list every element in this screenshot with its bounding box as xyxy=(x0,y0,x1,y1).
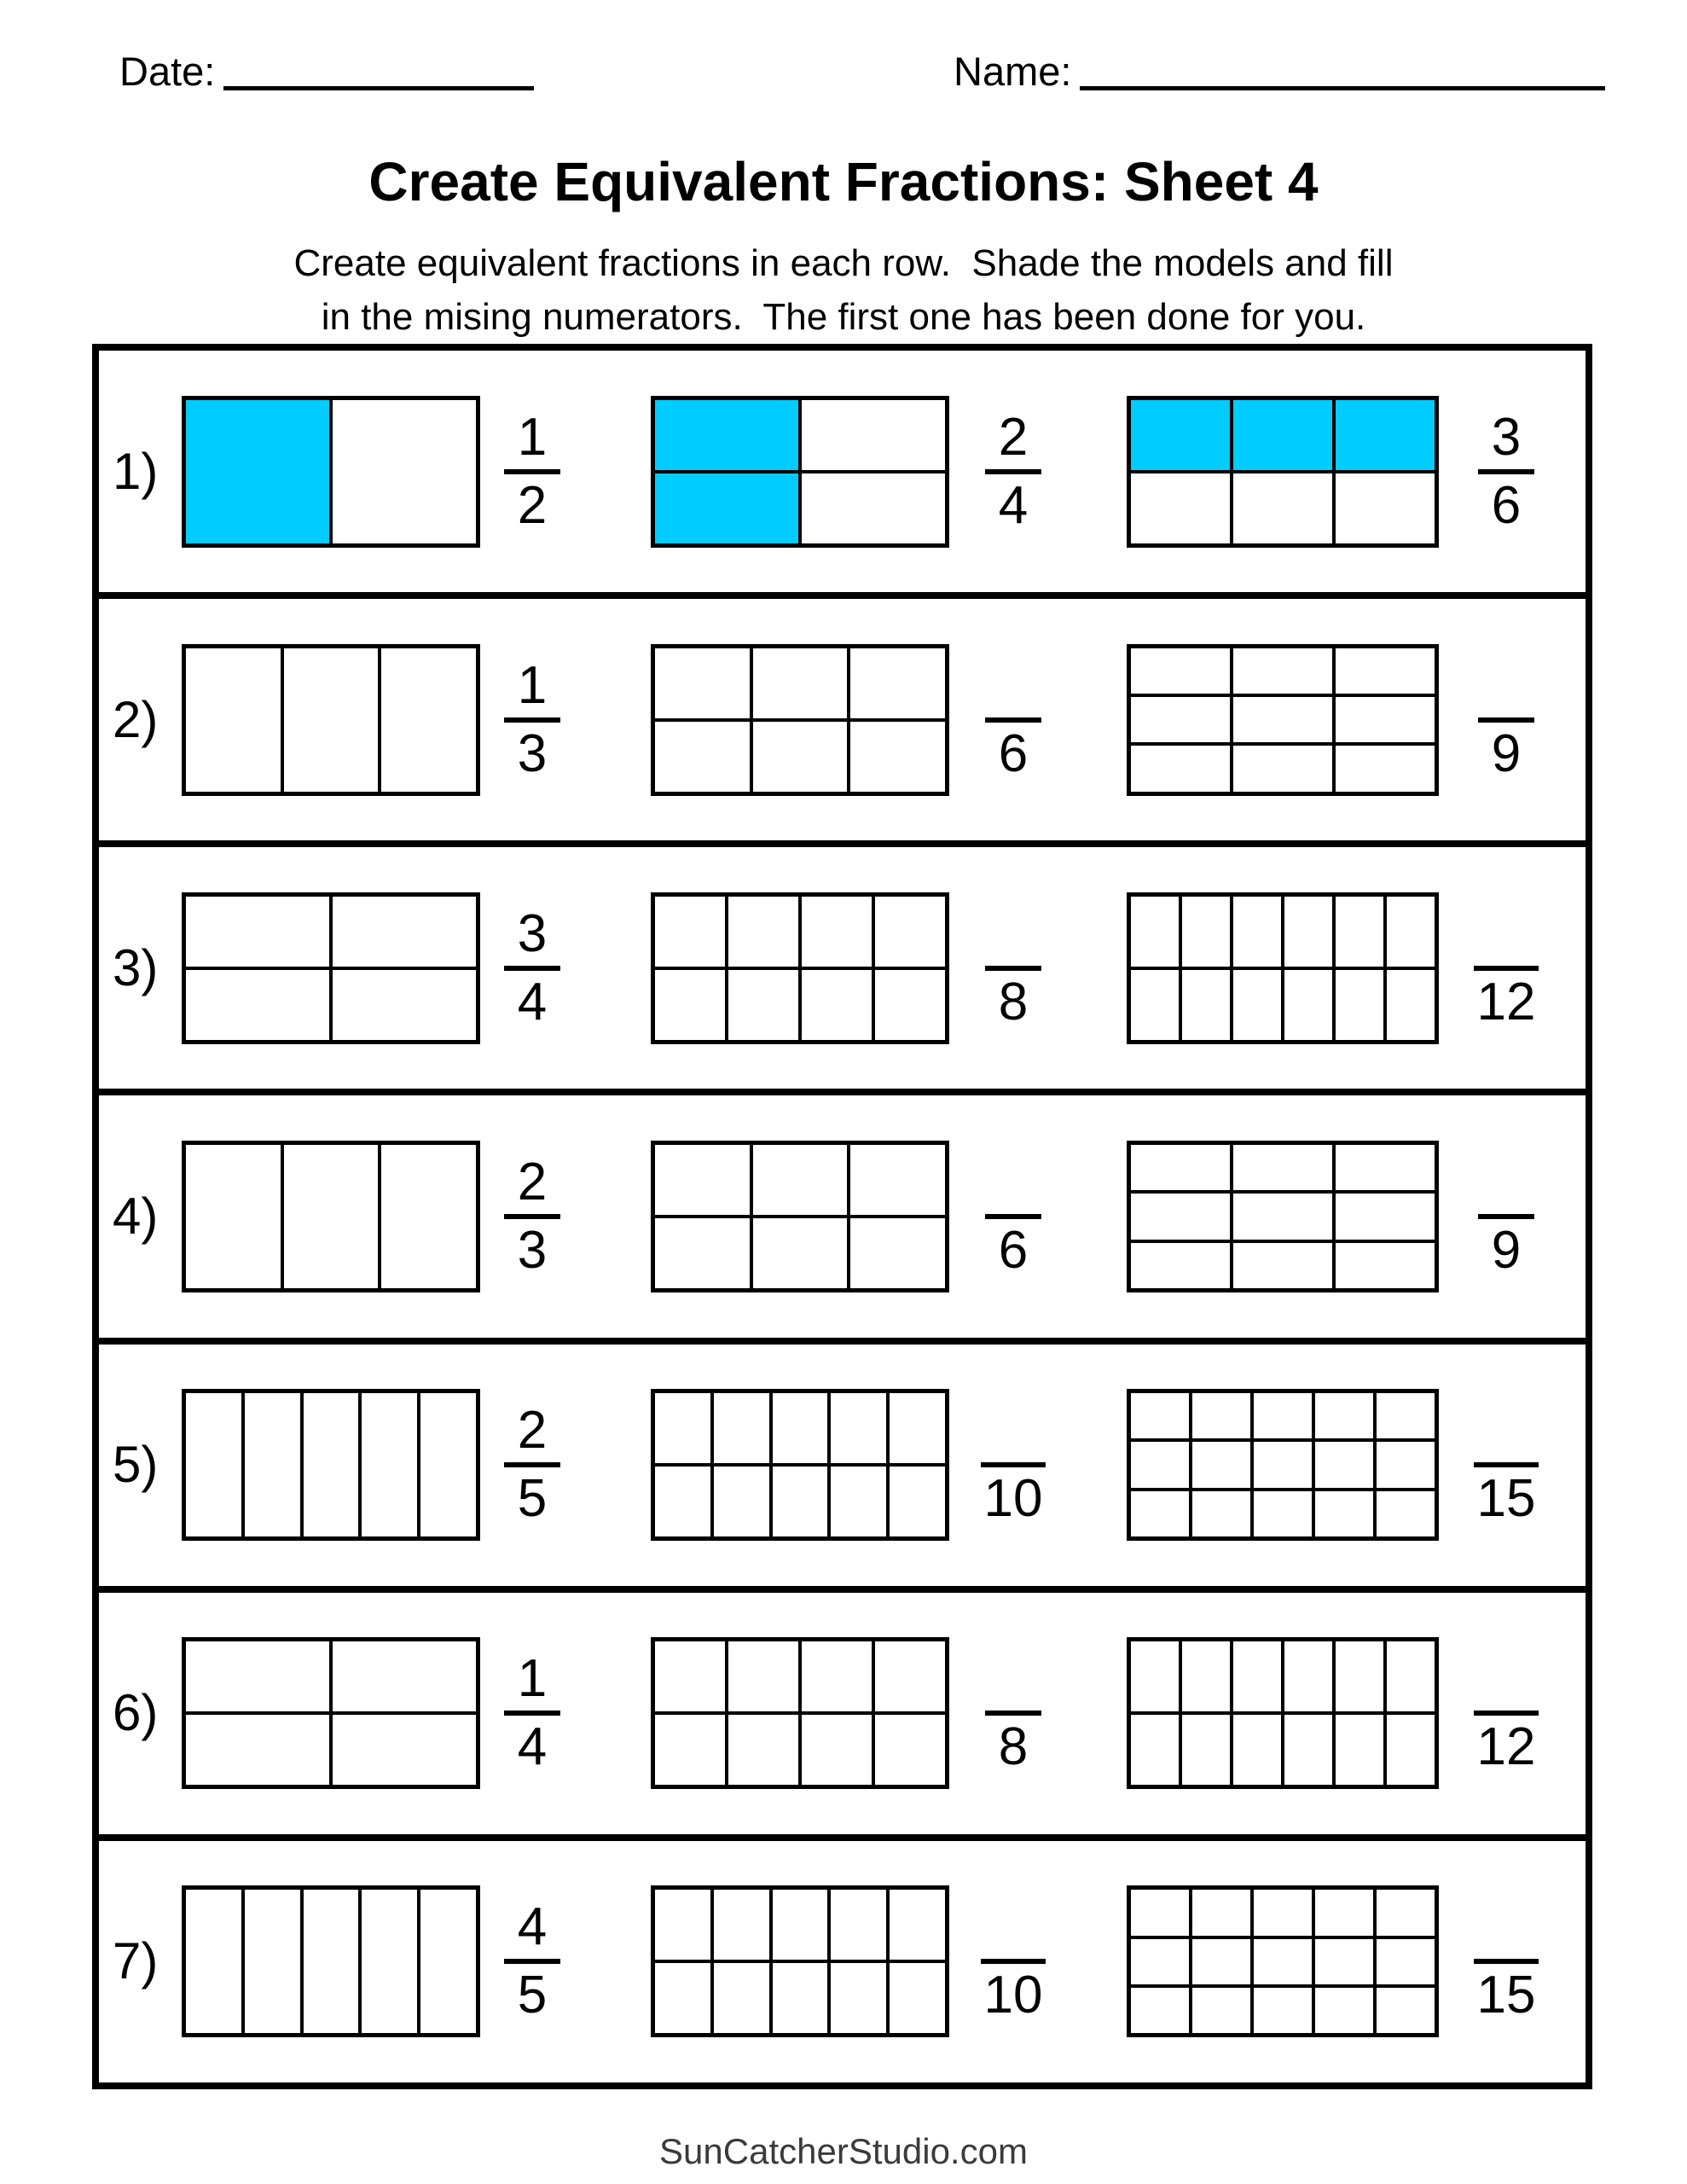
fraction-denominator: 12 xyxy=(1476,1717,1536,1777)
unshaded-cell[interactable] xyxy=(1377,1442,1435,1487)
unshaded-cell[interactable] xyxy=(381,648,476,792)
unshaded-cell[interactable] xyxy=(1131,970,1179,1040)
unshaded-cell[interactable] xyxy=(1131,1145,1230,1190)
unshaded-cell[interactable] xyxy=(1387,1715,1435,1785)
fraction-model-grid[interactable] xyxy=(651,644,949,796)
unshaded-cell[interactable] xyxy=(1131,1243,1230,1288)
unshaded-cell[interactable] xyxy=(753,722,848,792)
unshaded-cell[interactable] xyxy=(655,648,750,718)
unshaded-cell[interactable] xyxy=(1233,1194,1332,1239)
name-label: Name: xyxy=(954,49,1072,94)
fraction-model-grid[interactable] xyxy=(182,1885,480,2037)
unshaded-cell[interactable] xyxy=(728,1641,798,1711)
unshaded-cell[interactable] xyxy=(1254,1442,1312,1487)
unshaded-cell[interactable] xyxy=(304,1393,359,1536)
unshaded-cell[interactable] xyxy=(1315,1939,1373,1984)
unshaded-cell[interactable] xyxy=(1254,1939,1312,1984)
unshaded-cell[interactable] xyxy=(1336,970,1383,1040)
unshaded-cell[interactable] xyxy=(1315,1442,1373,1487)
name-field xyxy=(954,49,1605,94)
fraction-bar xyxy=(985,717,1041,723)
unshaded-cell[interactable] xyxy=(773,1890,828,1960)
footer-credit: SunCatcherStudio.com xyxy=(659,2131,1028,2171)
unshaded-cell[interactable] xyxy=(1182,1641,1230,1711)
shaded-cell[interactable] xyxy=(655,473,798,543)
problem-number: 6) xyxy=(113,1684,159,1742)
fraction-denominator: 3 xyxy=(517,1220,548,1280)
fraction-numerator: 1 xyxy=(517,407,548,467)
shaded-cell[interactable] xyxy=(1336,400,1435,470)
unshaded-cell[interactable] xyxy=(655,1393,710,1463)
name-blank-line[interactable] xyxy=(1080,86,1605,90)
unshaded-cell[interactable] xyxy=(304,1890,359,2033)
unshaded-cell[interactable] xyxy=(1131,897,1179,967)
unshaded-cell[interactable] xyxy=(1192,1988,1250,2033)
fraction-numerator-blank[interactable] xyxy=(994,909,1032,959)
unshaded-cell[interactable] xyxy=(1254,1491,1312,1536)
fraction-model-grid[interactable] xyxy=(651,1637,949,1789)
unshaded-cell[interactable] xyxy=(1131,1194,1230,1239)
unshaded-cell[interactable] xyxy=(186,1393,241,1536)
fraction xyxy=(504,407,560,535)
unshaded-cell[interactable] xyxy=(1233,1641,1281,1711)
unshaded-cell[interactable] xyxy=(1131,1890,1189,1935)
unshaded-cell[interactable] xyxy=(753,1218,848,1288)
unshaded-cell[interactable] xyxy=(655,1715,725,1785)
fraction-bar xyxy=(1474,1711,1539,1716)
unshaded-cell[interactable] xyxy=(728,1715,798,1785)
fraction xyxy=(985,1654,1041,1777)
shaded-cell[interactable] xyxy=(1131,400,1230,470)
unshaded-cell[interactable] xyxy=(1182,970,1230,1040)
fraction xyxy=(1474,1654,1539,1777)
unshaded-cell[interactable] xyxy=(1387,897,1435,967)
unshaded-cell[interactable] xyxy=(1233,897,1281,967)
fraction-numerator: 2 xyxy=(998,407,1029,467)
unshaded-cell[interactable] xyxy=(714,1393,769,1463)
unshaded-cell[interactable] xyxy=(875,1641,945,1711)
unshaded-cell[interactable] xyxy=(655,1145,750,1215)
unshaded-cell[interactable] xyxy=(1387,1641,1435,1711)
unshaded-cell[interactable] xyxy=(186,648,281,792)
unshaded-cell[interactable] xyxy=(655,970,725,1040)
unshaded-cell[interactable] xyxy=(1192,1442,1250,1487)
fraction-model-grid[interactable] xyxy=(1127,1637,1439,1789)
problem-row xyxy=(99,1095,1586,1344)
unshaded-cell[interactable] xyxy=(1233,473,1332,543)
unshaded-cell[interactable] xyxy=(655,1467,710,1536)
unshaded-cell[interactable] xyxy=(245,1890,300,2033)
unshaded-cell[interactable] xyxy=(1131,648,1230,694)
unshaded-cell[interactable] xyxy=(1377,1890,1435,1935)
unshaded-cell[interactable] xyxy=(420,1393,476,1536)
fraction-denominator: 4 xyxy=(998,475,1029,535)
unshaded-cell[interactable] xyxy=(1131,1393,1189,1438)
fraction xyxy=(1478,407,1534,535)
instructions-line-2: in the mising numerators. The first one has been done for you. xyxy=(321,295,1366,338)
fraction-model-grid[interactable] xyxy=(1127,1885,1439,2037)
unshaded-cell[interactable] xyxy=(1336,746,1435,791)
fraction-model-grid[interactable] xyxy=(182,892,480,1044)
unshaded-cell[interactable] xyxy=(333,1641,476,1711)
unshaded-cell[interactable] xyxy=(890,1890,945,1960)
unshaded-cell[interactable] xyxy=(1131,1715,1179,1785)
unshaded-cell[interactable] xyxy=(1131,473,1230,543)
unshaded-cell[interactable] xyxy=(1315,1890,1373,1935)
unshaded-cell[interactable] xyxy=(1387,970,1435,1040)
fraction-bar xyxy=(981,1462,1046,1467)
fraction-denominator: 8 xyxy=(998,1717,1029,1777)
unshaded-cell[interactable] xyxy=(1233,648,1332,694)
unshaded-cell[interactable] xyxy=(284,648,379,792)
fraction-numerator-blank[interactable] xyxy=(1487,1902,1525,1952)
fraction-bar xyxy=(1478,717,1534,723)
fraction-bar xyxy=(1478,1214,1534,1219)
unshaded-cell[interactable] xyxy=(655,1963,710,2033)
unshaded-cell[interactable] xyxy=(802,473,945,543)
shaded-cell[interactable] xyxy=(1233,400,1332,470)
fraction-numerator: 2 xyxy=(517,1401,548,1461)
unshaded-cell[interactable] xyxy=(1192,1491,1250,1536)
unshaded-cell[interactable] xyxy=(1131,1442,1189,1487)
unshaded-cell[interactable] xyxy=(831,1393,886,1463)
unshaded-cell[interactable] xyxy=(1182,897,1230,967)
date-blank-line[interactable] xyxy=(223,86,534,90)
unshaded-cell[interactable] xyxy=(1254,1890,1312,1935)
fraction xyxy=(504,1401,560,1529)
unshaded-cell[interactable] xyxy=(802,400,945,470)
unshaded-cell[interactable] xyxy=(186,1641,329,1711)
unshaded-cell[interactable] xyxy=(714,1467,769,1536)
fraction-model-grid[interactable] xyxy=(182,1637,480,1789)
fraction-numerator: 1 xyxy=(517,655,548,715)
fraction-bar xyxy=(504,1462,560,1467)
unshaded-cell[interactable] xyxy=(773,1467,828,1536)
fraction xyxy=(985,407,1041,535)
unshaded-cell[interactable] xyxy=(753,1145,848,1215)
instructions xyxy=(0,237,1687,345)
fraction-model-grid[interactable] xyxy=(182,396,480,548)
fraction xyxy=(504,1897,560,2025)
fraction xyxy=(504,903,560,1031)
unshaded-cell[interactable] xyxy=(773,1393,828,1463)
unshaded-cell[interactable] xyxy=(875,1715,945,1785)
fraction xyxy=(981,1902,1046,2025)
unshaded-cell[interactable] xyxy=(850,648,945,718)
unshaded-cell[interactable] xyxy=(1336,1243,1435,1288)
unshaded-cell[interactable] xyxy=(333,970,476,1040)
fraction-numerator: 4 xyxy=(517,1897,548,1957)
fraction-model-grid[interactable] xyxy=(651,1389,949,1541)
fraction-bar xyxy=(1474,966,1539,971)
unshaded-cell[interactable] xyxy=(655,1890,710,1960)
fraction-numerator-blank[interactable] xyxy=(994,1654,1032,1704)
fraction-bar xyxy=(504,1959,560,1964)
unshaded-cell[interactable] xyxy=(1192,1890,1250,1935)
fraction-bar xyxy=(504,717,560,723)
unshaded-cell[interactable] xyxy=(186,970,329,1040)
unshaded-cell[interactable] xyxy=(773,1963,828,2033)
unshaded-cell[interactable] xyxy=(1131,746,1230,791)
problem-number: 5) xyxy=(113,1436,159,1494)
unshaded-cell[interactable] xyxy=(890,1467,945,1536)
fraction-denominator: 15 xyxy=(1476,1469,1536,1529)
unshaded-cell[interactable] xyxy=(381,1145,476,1288)
fraction xyxy=(985,909,1041,1031)
fraction-model-grid[interactable] xyxy=(182,1389,480,1541)
unshaded-cell[interactable] xyxy=(1336,897,1383,967)
problem-row xyxy=(99,351,1586,599)
fraction-numerator-blank[interactable] xyxy=(1487,909,1525,959)
fraction-numerator: 3 xyxy=(1491,407,1522,467)
fraction xyxy=(1474,1406,1539,1529)
unshaded-cell[interactable] xyxy=(1233,1145,1332,1190)
fraction-bar xyxy=(504,1214,560,1219)
unshaded-cell[interactable] xyxy=(284,1145,379,1288)
unshaded-cell[interactable] xyxy=(362,1393,417,1536)
unshaded-cell[interactable] xyxy=(1284,897,1332,967)
fraction-denominator: 5 xyxy=(517,1966,548,2025)
fraction-denominator: 3 xyxy=(517,723,548,783)
fraction-denominator: 4 xyxy=(517,972,548,1031)
unshaded-cell[interactable] xyxy=(1192,1939,1250,1984)
unshaded-cell[interactable] xyxy=(890,1963,945,2033)
unshaded-cell[interactable] xyxy=(186,897,329,967)
unshaded-cell[interactable] xyxy=(1377,1393,1435,1438)
unshaded-cell[interactable] xyxy=(850,722,945,792)
unshaded-cell[interactable] xyxy=(420,1890,476,2033)
unshaded-cell[interactable] xyxy=(1182,1715,1230,1785)
instructions-line-1: Create equivalent fractions in each row. Shade the models and fill xyxy=(293,242,1394,284)
problem-number: 1) xyxy=(113,442,159,500)
fraction xyxy=(1478,1158,1534,1280)
fraction xyxy=(985,1158,1041,1280)
problem-row xyxy=(99,847,1586,1095)
fraction-numerator-blank[interactable] xyxy=(1487,1654,1525,1704)
unshaded-cell[interactable] xyxy=(333,897,476,967)
unshaded-cell[interactable] xyxy=(802,970,872,1040)
problem-number: 7) xyxy=(113,1932,159,1990)
problem-row xyxy=(99,1841,1586,2082)
fraction-model-grid[interactable] xyxy=(651,396,949,548)
unshaded-cell[interactable] xyxy=(890,1393,945,1463)
unshaded-cell[interactable] xyxy=(1131,1939,1189,1984)
fraction-denominator: 4 xyxy=(517,1717,548,1777)
unshaded-cell[interactable] xyxy=(1233,970,1281,1040)
fraction-denominator: 2 xyxy=(517,475,548,535)
fraction xyxy=(1474,1902,1539,2025)
fraction-denominator: 6 xyxy=(998,1220,1029,1280)
unshaded-cell[interactable] xyxy=(1131,1641,1179,1711)
fraction-numerator-blank[interactable] xyxy=(1487,1158,1525,1207)
unshaded-cell[interactable] xyxy=(714,1890,769,1960)
fraction-numerator-blank[interactable] xyxy=(994,1406,1032,1455)
fraction xyxy=(1478,661,1534,783)
unshaded-cell[interactable] xyxy=(1233,697,1332,742)
fraction-numerator: 3 xyxy=(517,903,548,963)
unshaded-cell[interactable] xyxy=(728,970,798,1040)
fraction-numerator-blank[interactable] xyxy=(1487,1406,1525,1455)
shaded-cell[interactable] xyxy=(186,400,329,543)
fraction-denominator: 8 xyxy=(998,972,1029,1031)
fraction-numerator-blank[interactable] xyxy=(994,661,1032,711)
unshaded-cell[interactable] xyxy=(831,1963,886,2033)
unshaded-cell[interactable] xyxy=(1377,1491,1435,1536)
fraction-bar xyxy=(985,966,1041,971)
unshaded-cell[interactable] xyxy=(362,1890,417,2033)
unshaded-cell[interactable] xyxy=(186,1890,241,2033)
unshaded-cell[interactable] xyxy=(655,1641,725,1711)
unshaded-cell[interactable] xyxy=(728,897,798,967)
fraction xyxy=(985,661,1041,783)
fraction-model-grid[interactable] xyxy=(651,892,949,1044)
fraction-model-grid[interactable] xyxy=(1127,396,1439,548)
unshaded-cell[interactable] xyxy=(1254,1393,1312,1438)
fraction-numerator-blank[interactable] xyxy=(994,1902,1032,1952)
fraction-bar xyxy=(1474,1959,1539,1964)
fraction-numerator: 1 xyxy=(517,1649,548,1709)
unshaded-cell[interactable] xyxy=(1336,1715,1383,1785)
problem-number: 2) xyxy=(113,690,159,748)
unshaded-cell[interactable] xyxy=(1233,746,1332,791)
unshaded-cell[interactable] xyxy=(802,897,872,967)
fraction-denominator: 10 xyxy=(983,1469,1043,1529)
unshaded-cell[interactable] xyxy=(1336,1641,1383,1711)
unshaded-cell[interactable] xyxy=(1192,1393,1250,1438)
problem-number: 3) xyxy=(113,938,159,996)
unshaded-cell[interactable] xyxy=(186,1145,281,1288)
unshaded-cell[interactable] xyxy=(1336,473,1435,543)
unshaded-cell[interactable] xyxy=(1233,1243,1332,1288)
fraction xyxy=(504,1152,560,1280)
unshaded-cell[interactable] xyxy=(655,1218,750,1288)
fraction-model-grid[interactable] xyxy=(651,1141,949,1292)
unshaded-cell[interactable] xyxy=(850,1145,945,1215)
date-label: Date: xyxy=(119,49,216,94)
fraction-bar xyxy=(1478,469,1534,474)
unshaded-cell[interactable] xyxy=(1284,970,1332,1040)
fraction-denominator: 6 xyxy=(1491,475,1522,535)
fraction-bar xyxy=(985,1214,1041,1219)
unshaded-cell[interactable] xyxy=(802,1641,872,1711)
unshaded-cell[interactable] xyxy=(1377,1988,1435,2033)
unshaded-cell[interactable] xyxy=(333,400,476,543)
page-title: Create Equivalent Fractions: Sheet 4 xyxy=(368,151,1319,212)
fraction-model-grid[interactable] xyxy=(651,1885,949,2037)
unshaded-cell[interactable] xyxy=(333,1715,476,1785)
unshaded-cell[interactable] xyxy=(1336,648,1435,694)
unshaded-cell[interactable] xyxy=(1377,1939,1435,1984)
fraction-bar xyxy=(504,469,560,474)
fraction-model-grid[interactable] xyxy=(1127,1141,1439,1292)
fraction-model-grid[interactable] xyxy=(1127,1389,1439,1541)
unshaded-cell[interactable] xyxy=(245,1393,300,1536)
problem-row xyxy=(99,1345,1586,1593)
problem-row xyxy=(99,599,1586,847)
fraction-numerator-blank[interactable] xyxy=(994,1158,1032,1207)
fraction-numerator: 2 xyxy=(517,1152,548,1211)
unshaded-cell[interactable] xyxy=(714,1963,769,2033)
unshaded-cell[interactable] xyxy=(655,897,725,967)
fraction-model-grid[interactable] xyxy=(1127,892,1439,1044)
fraction-model-grid[interactable] xyxy=(1127,644,1439,796)
fraction-bar xyxy=(1474,1462,1539,1467)
fraction-bar xyxy=(981,1959,1046,1964)
unshaded-cell[interactable] xyxy=(1336,1145,1435,1190)
problems-table xyxy=(92,344,1592,2089)
fraction xyxy=(1474,909,1539,1031)
fraction-denominator: 15 xyxy=(1476,1966,1536,2025)
unshaded-cell[interactable] xyxy=(875,897,945,967)
date-field xyxy=(119,49,534,94)
unshaded-cell[interactable] xyxy=(1254,1988,1312,2033)
fraction-bar xyxy=(985,1711,1041,1716)
fraction-denominator: 6 xyxy=(998,723,1029,783)
problem-number: 4) xyxy=(113,1187,159,1245)
problem-row xyxy=(99,1593,1586,1841)
unshaded-cell[interactable] xyxy=(1315,1393,1373,1438)
unshaded-cell[interactable] xyxy=(875,970,945,1040)
unshaded-cell[interactable] xyxy=(1284,1641,1332,1711)
fraction-denominator: 9 xyxy=(1491,1220,1522,1280)
fraction-model-grid[interactable] xyxy=(182,644,480,796)
shaded-cell[interactable] xyxy=(655,400,798,470)
fraction-bar xyxy=(504,966,560,971)
unshaded-cell[interactable] xyxy=(1284,1715,1332,1785)
unshaded-cell[interactable] xyxy=(1131,1491,1189,1536)
unshaded-cell[interactable] xyxy=(802,1715,872,1785)
fraction-bar xyxy=(985,469,1041,474)
unshaded-cell[interactable] xyxy=(1233,1715,1281,1785)
fraction-denominator: 9 xyxy=(1491,723,1522,783)
unshaded-cell[interactable] xyxy=(1336,697,1435,742)
fraction-numerator-blank[interactable] xyxy=(1487,661,1525,711)
fraction xyxy=(504,655,560,783)
unshaded-cell[interactable] xyxy=(1315,1491,1373,1536)
fraction-denominator: 5 xyxy=(517,1469,548,1529)
unshaded-cell[interactable] xyxy=(1131,1988,1189,2033)
unshaded-cell[interactable] xyxy=(1131,697,1230,742)
unshaded-cell[interactable] xyxy=(1336,1194,1435,1239)
unshaded-cell[interactable] xyxy=(831,1890,886,1960)
unshaded-cell[interactable] xyxy=(186,1715,329,1785)
fraction xyxy=(981,1406,1046,1529)
unshaded-cell[interactable] xyxy=(753,648,848,718)
unshaded-cell[interactable] xyxy=(831,1467,886,1536)
fraction-denominator: 12 xyxy=(1476,972,1536,1031)
fraction xyxy=(504,1649,560,1777)
unshaded-cell[interactable] xyxy=(850,1218,945,1288)
unshaded-cell[interactable] xyxy=(1315,1988,1373,2033)
fraction-model-grid[interactable] xyxy=(182,1141,480,1292)
unshaded-cell[interactable] xyxy=(655,722,750,792)
fraction-denominator: 10 xyxy=(983,1966,1043,2025)
fraction-bar xyxy=(504,1711,560,1716)
